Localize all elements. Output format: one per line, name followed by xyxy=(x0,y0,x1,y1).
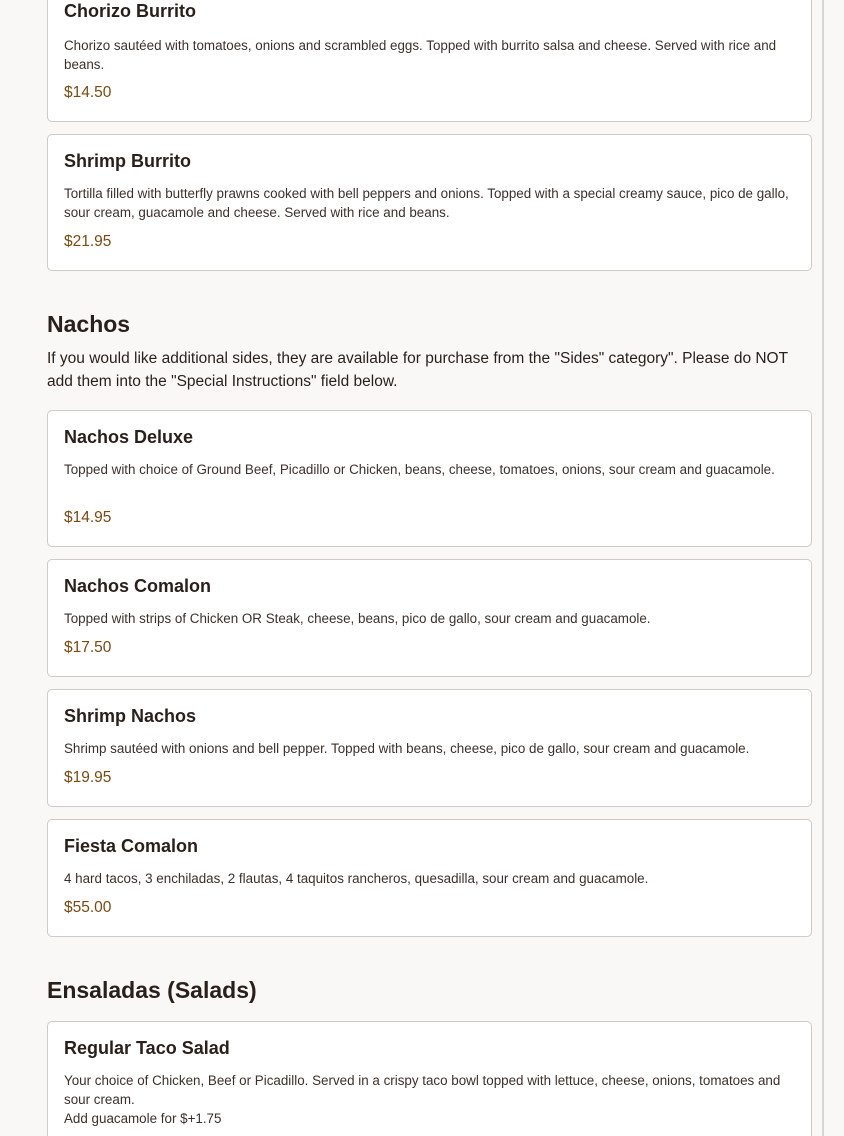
menu-item-card[interactable] xyxy=(47,0,812,122)
section-title-nachos: Nachos xyxy=(47,311,131,337)
menu-item-description xyxy=(64,1071,794,1128)
menu-item-name: Regular Taco Salad xyxy=(64,1038,230,1058)
menu-item-card[interactable] xyxy=(47,1021,812,1136)
menu-item-description: Tortilla filled with butterfly prawns cooked with bell peppers and onions. Topped with a special creamy sauce, pico de gallo, sour cream, guacamole and cheese. Served with rice and beans. xyxy=(64,186,789,220)
menu-item-description: Shrimp sautéed with onions and bell pepper. Topped with beans, cheese, pico de gallo, sour cream and guacamole. xyxy=(64,741,750,756)
menu-item-price: $14.50 xyxy=(64,84,112,101)
menu-item-name: Shrimp Nachos xyxy=(64,706,197,726)
menu-item-price: $19.95 xyxy=(64,769,112,786)
menu-item-description: Chorizo sautéed with tomatoes, onions and scrambled eggs. Topped with burrito salsa and cheese. Served with rice and beans. xyxy=(64,38,777,72)
menu-item-card[interactable] xyxy=(47,410,812,547)
menu-item-description: Topped with strips of Chicken OR Steak, cheese, beans, pico de gallo, sour cream and guacamole. xyxy=(64,611,651,626)
menu-item-name: Nachos Comalon xyxy=(64,576,212,596)
menu-item-price: $17.50 xyxy=(64,639,112,656)
menu-item-price: $55.00 xyxy=(64,899,112,916)
menu-item-card[interactable] xyxy=(47,819,812,937)
menu-item-card[interactable] xyxy=(47,689,812,807)
menu-item-name: Chorizo Burrito xyxy=(64,1,196,21)
menu-item-card[interactable] xyxy=(47,134,812,271)
section-note-nachos: If you would like additional sides, they are available for purchase from the "Sides" category". Please do NOT add them into the "Special Instructions" field below. xyxy=(47,350,788,390)
menu-item-card[interactable] xyxy=(47,559,812,677)
menu-item-name: Nachos Deluxe xyxy=(64,427,194,447)
menu-item-name: Fiesta Comalon xyxy=(64,836,199,856)
section-title-salads: Ensaladas (Salads) xyxy=(47,977,257,1003)
menu-item-price: $21.95 xyxy=(64,233,112,250)
menu-item-price: $14.95 xyxy=(64,509,112,526)
menu-item-description: Topped with choice of Ground Beef, Picadillo or Chicken, beans, cheese, tomatoes, onions, sour cream and guacamole. xyxy=(64,462,775,477)
menu-item-description: 4 hard tacos, 3 enchiladas, 2 flautas, 4 taquitos rancheros, quesadilla, sour cream and guacamole. xyxy=(64,871,649,886)
menu-item-name: Shrimp Burrito xyxy=(64,151,192,171)
menu-item-description-text: Your choice of Chicken, Beef or Picadillo. Served in a crispy taco bowl topped with lettuce, cheese, onions, tomatoes and sour cream. xyxy=(64,1073,781,1107)
page-right-border xyxy=(822,0,824,1136)
menu-item-extra-note: Add guacamole for $+1.75 xyxy=(64,1111,222,1126)
